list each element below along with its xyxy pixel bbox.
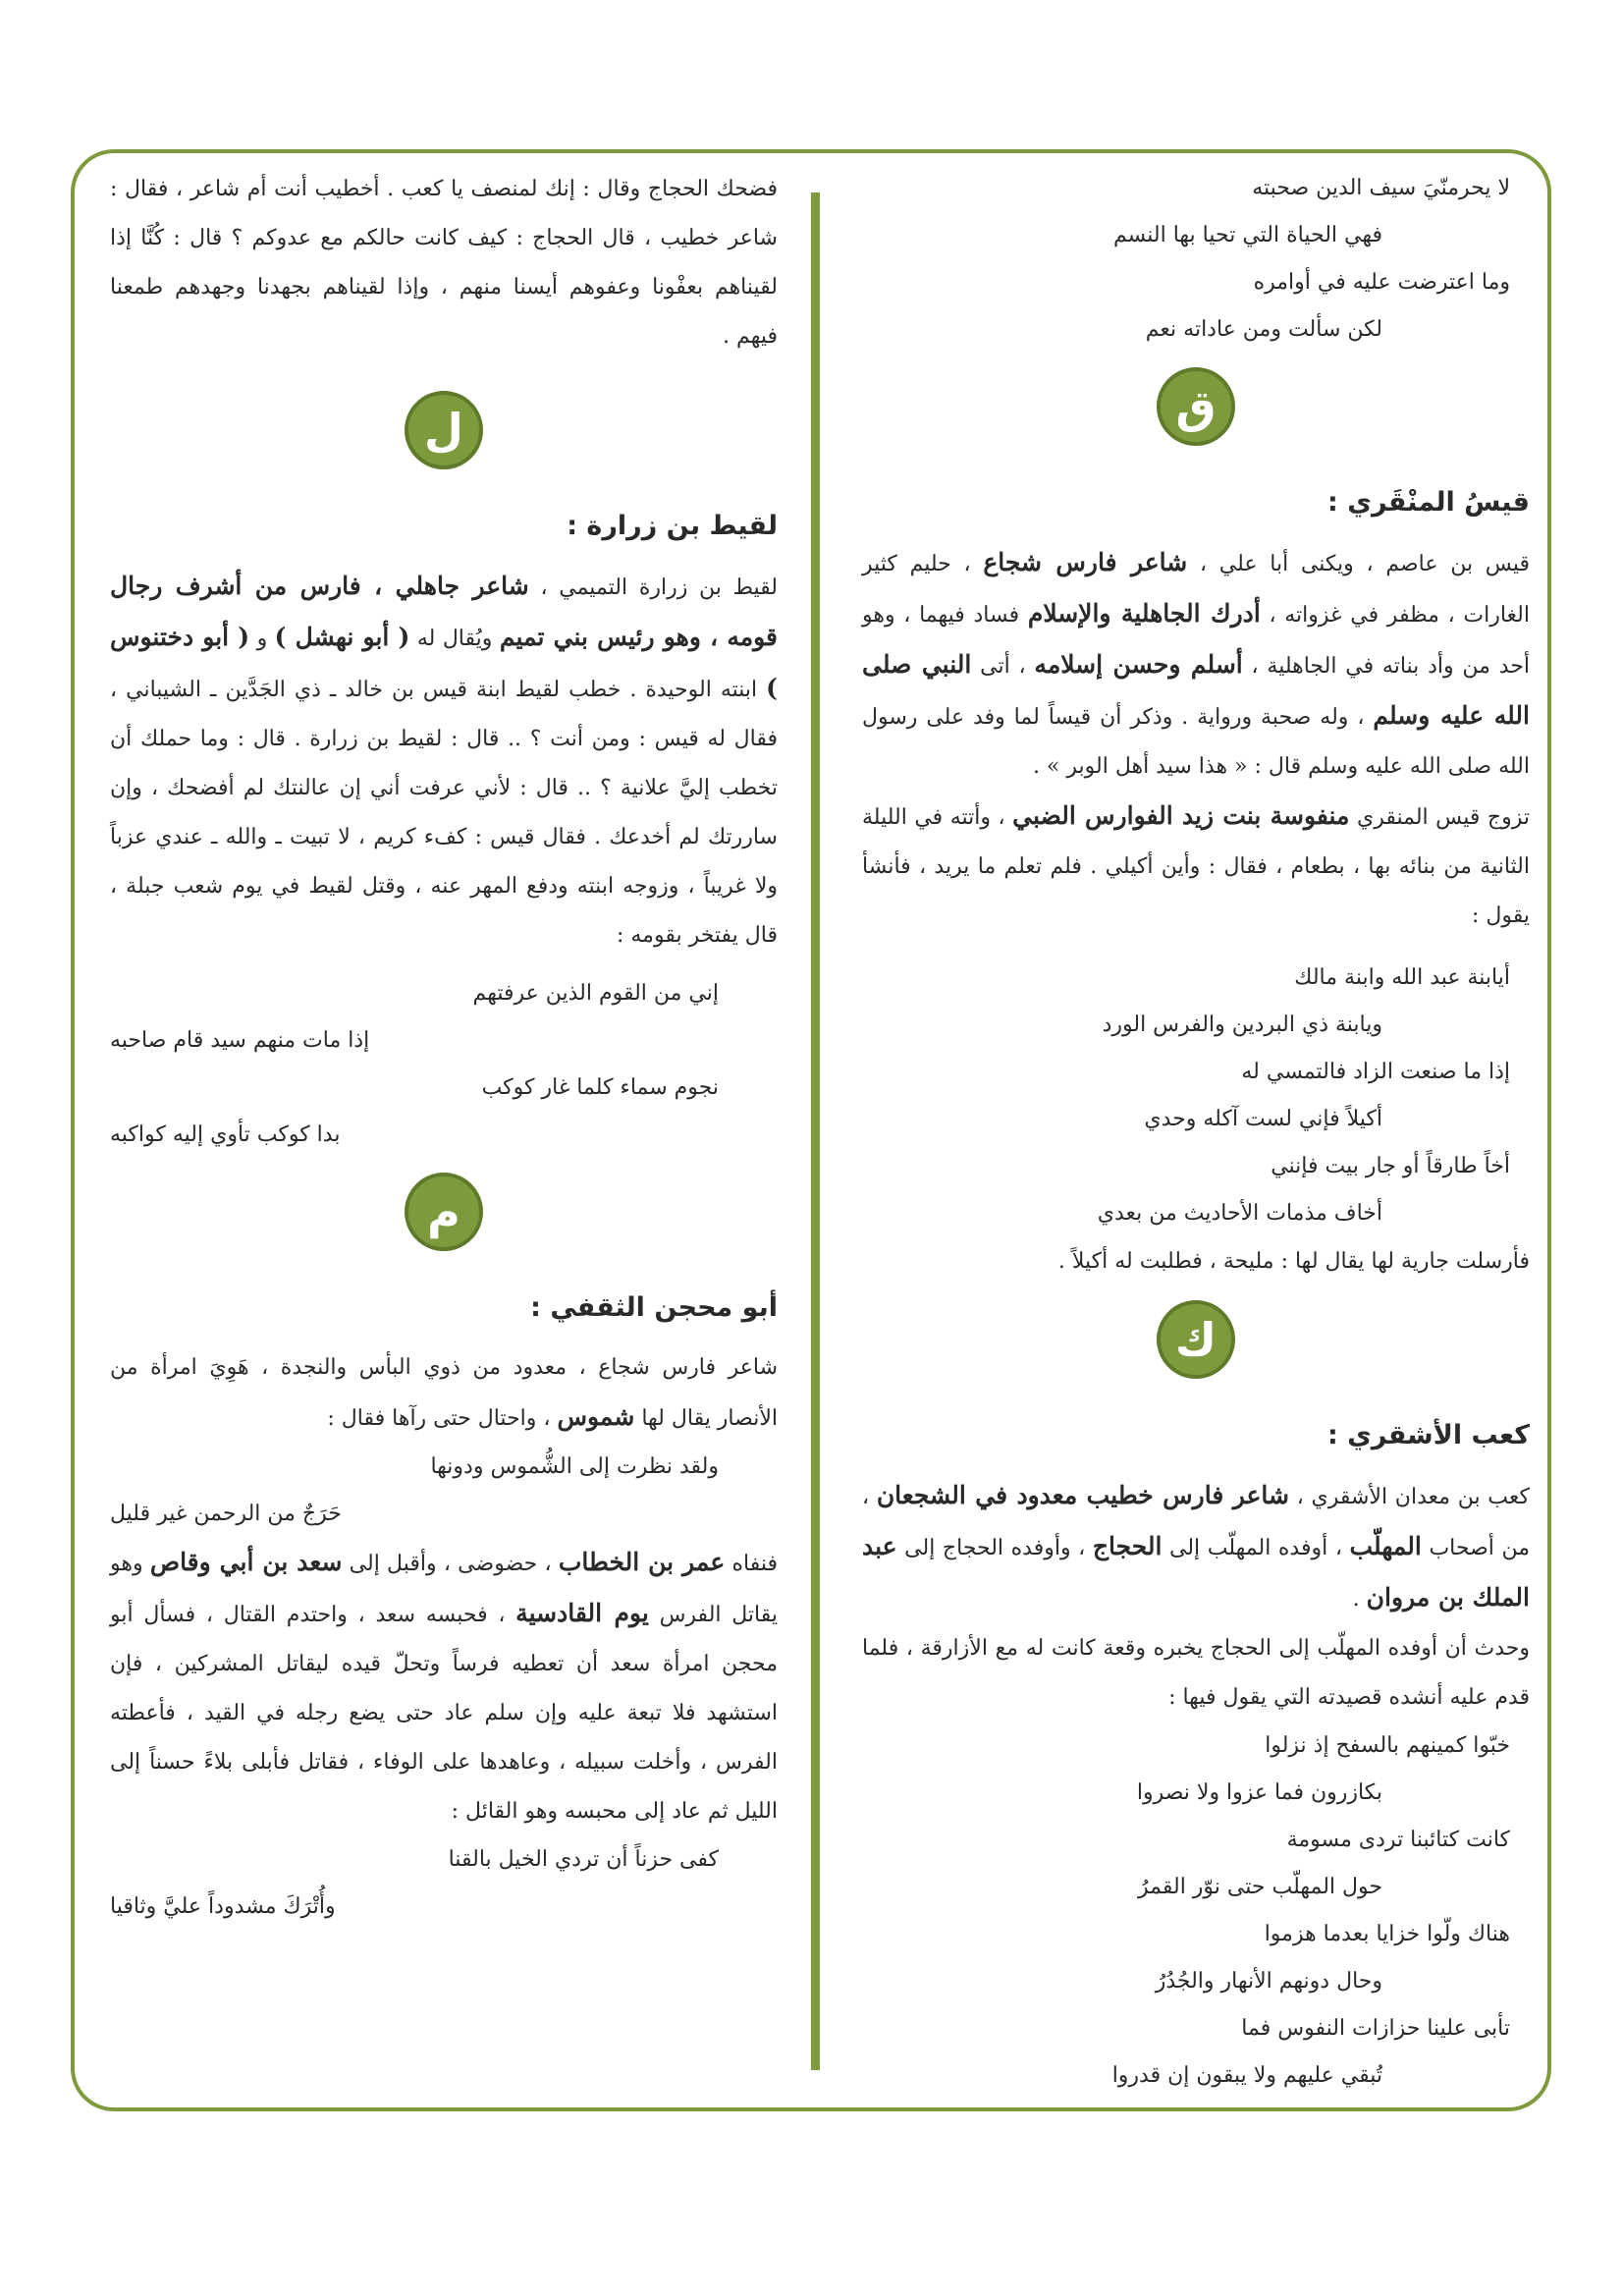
verse-line: بدا كوكب تأوي إليه كواكبه (110, 1122, 341, 1147)
entry-paragraph: كعب بن معدان الأشقري ، شاعر فارس خطيب معدود في الشجعان ، من أصحاب المهلّب ، أوفده المهلّب إلى الحجاج ، وأوفده الحجاج إلى عبد الملك بن مروان . (862, 1481, 1530, 1612)
verse-line: تأبى علينا حزازات النفوس فما (1241, 2016, 1510, 2041)
verse-line: لكن سألت ومن عاداته نعم (1145, 317, 1382, 342)
verse-line: وحال دونهم الأنهار والجُدُرُ (1155, 1969, 1382, 1994)
verse-line: أخاف مذمات الأحاديث من بعدي (1097, 1201, 1382, 1226)
column-divider (811, 192, 820, 2070)
verse-line: لا يحرمنّيَ سيف الدين صحبته (1252, 176, 1510, 200)
verse-line: أخاً طارقاً أو جار بيت فإنني (1271, 1154, 1510, 1178)
entry-paragraph: تزوج قيس المنقري منفوسة بنت زيد الفوارس الضبي ، وأتته في الليلة الثانية من بنائه بها ، بطعام ، فقال : وأين أكيلي . فلم تعلم ما يريد ، فأنشأ يقول : (862, 801, 1530, 928)
section-letter-badge (110, 1173, 778, 1259)
verse-line: خبّوا كمينهم بالسفح إذ نزلوا (1265, 1733, 1510, 1758)
letter-qaf-icon: ق (1157, 367, 1235, 446)
verse-line: حَرَجٌ من الرحمن غير قليل (110, 1502, 342, 1526)
section-letter-badge (862, 1300, 1530, 1387)
verse-line: ويابنة ذي البردين والفرس الورد (1102, 1012, 1382, 1037)
entry-paragraph: قيس بن عاصم ، ويكنى أبا علي ، شاعر فارس شجاع ، حليم كثير الغارات ، مظفر في غزواته ، أدرك الجاهلية والإسلام فساد فيهما ، وهو أحد من وأد بناته في الجاهلية ، أسلم وحسن إسلامه ، أتى النبي صلى الله عليه وسلم ، وله صحبة ورواية . وذكر أن قيساً لما وفد على رسول الله صلى الله عليه وسلم قال : « هذا سيد أهل الوبر » . (862, 548, 1530, 779)
verse-line: بكازرون فما عزوا ولا نصروا (1136, 1780, 1382, 1805)
entry-paragraph: فضحك الحجاج وقال : إنك لمنصف يا كعب . أخطيب أنت أم شاعر ، فقال : شاعر خطيب ، قال الحجاج : كيف كانت حالكم مع عدوكم ؟ قال : كُنَّا إذا لقيناهم بعفْونا وعفوهم أيسنا منهم ، وإذا لقيناهم بجهدنا وجهدهم طمعنا فيهم . (110, 177, 778, 349)
entry-paragraph: فأرسلت جارية لها يقال لها : مليحة ، فطلبت له أكيلاً . (1057, 1249, 1530, 1274)
entry-paragraph: وحدث أن أوفده المهلّب إلى الحجاج يخبره وقعة كانت له مع الأزارقة ، فلما قدم عليه أنشده قصيدته التي يقول فيها : (862, 1636, 1530, 1710)
entry-title-qays: قيسُ المنْقَري : (1327, 487, 1530, 518)
entry-title-kaab: كعب الأشقري : (1326, 1420, 1530, 1450)
letter-mim-icon: م (405, 1173, 483, 1251)
left-column (110, 165, 778, 1931)
verse-line: إني من القوم الذين عرفتهم (472, 981, 719, 1006)
letter-lam-icon: ل (405, 391, 483, 469)
verse-line: أكيلاً فإني لست آكله وحدي (1144, 1107, 1382, 1131)
verse-line: تُبقي عليهم ولا يبقون إن قدروا (1111, 2063, 1382, 2088)
verse-line: إذا ما صنعت الزاد فالتمسي له (1241, 1060, 1510, 1084)
verse-line: أيابنة عبد الله وابنة مالك (1294, 965, 1510, 990)
section-letter-badge (110, 391, 778, 477)
entry-paragraph: فنفاه عمر بن الخطاب ، حضوضى ، وأقبل إلى سعد بن أبي وقاص وهو يقاتل الفرس يوم القادسية ، فحبسه سعد ، واحتدم القتال ، فسأل أبو محجن امرأة سعد أن تعطيه فرساً وتحلّ قيده ليقاتل المشركين ، فإن استشهد فلا تبعة عليه وإن سلم عاد حتى يضع رجله في القيد ، فأعطته الفرس ، وأخلت سبيله ، وعاهدها على الوفاء ، فقاتل فأبلى بلاءً حسناً إلى الليل ثم عاد إلى محبسه وهو القائل : (110, 1548, 779, 1824)
verse-line: هناك ولّوا خزايا بعدما هزموا (1264, 1922, 1510, 1946)
verse-line: فهي الحياة التي تحيا بها النسم (1113, 223, 1382, 247)
entry-paragraph: شاعر فارس شجاع ، معدود من ذوي البأس والنجدة ، هَوِيَ امرأة من الأنصار يقال لها شموس ، واحتال حتى رآها فقال : (110, 1355, 778, 1431)
entry-title-mihjan: أبو محجن الثقفي : (530, 1292, 778, 1323)
right-column (862, 165, 1530, 2100)
verse-line: ولقد نظرت إلى الشُّموس ودونها (430, 1454, 719, 1479)
section-letter-badge (862, 367, 1530, 454)
verse-line: وما اعترضت عليه في أوامره (1253, 270, 1510, 295)
verse-line: وأُتْرَكَ مشدوداً عليَّ وثاقيا (110, 1894, 336, 1919)
entry-paragraph: لقيط بن زرارة التميمي ، شاعر جاهلي ، فارس من أشرف رجال قومه ، وهو رئيس بني تميم ويُقال له ( أبو نهشل ) و ( أبو دختنوس ) ابنته الوحيدة . خطب لقيط ابنة قيس بن خالد ـ ذي الجَدَّين ـ الشيباني ، فقال له قيس : ومن أنت ؟ .. قال : لقيط بن زرارة . قال : وما حملك أن تخطب إليَّ علانية ؟ .. قال : لأني عرفت أني إن عالنتك لم أفضحك ، وإن ساررتك لم أخدعك . فقال قيس : كفء كريم ، لا تبيت ـ والله ـ عندي عزباً ولا غريباً ، وزوجه ابنته ودفع المهر عنه ، وقتل لقيط في يوم شعب جبلة ، قال يفتخر بقومه : (110, 572, 778, 948)
letter-kaf-icon: ك (1157, 1300, 1235, 1379)
verse-line: كانت كتائبنا تردى مسومة (1286, 1828, 1510, 1852)
verse-line: إذا مات منهم سيد قام صاحبه (110, 1028, 370, 1053)
verse-line: حول المهلّب حتى نوّر القمرُ (1138, 1875, 1382, 1899)
verse-line: كفى حزناً أن تردي الخيل بالقنا (448, 1847, 719, 1872)
verse-line: نجوم سماء كلما غار كوكب (481, 1075, 719, 1100)
entry-title-laqit: لقيط بن زرارة : (567, 511, 778, 541)
